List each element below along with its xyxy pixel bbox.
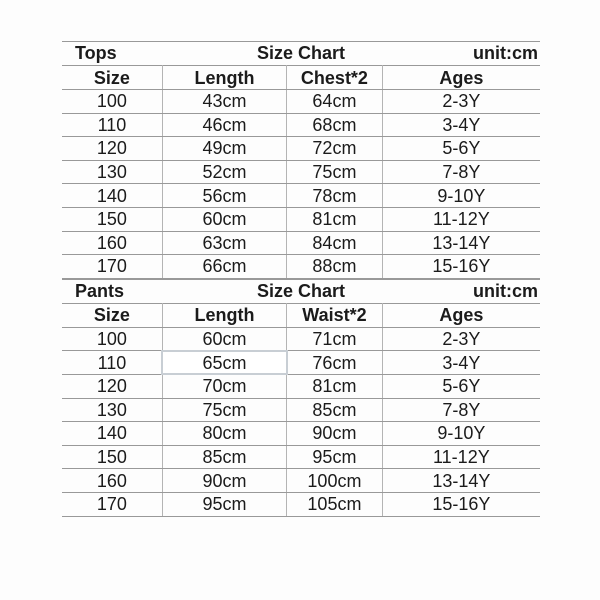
table-cell: 95cm [287,445,383,469]
table-cell: 72cm [287,137,383,161]
table-title-row [62,279,540,303]
table-cell: 150 [62,445,162,469]
table-cell: 130 [62,398,162,422]
table-row [62,231,540,255]
table-cell: 95cm [162,492,286,516]
table-cell: 56cm [162,184,286,208]
header-row [62,66,540,90]
table-unit-label: unit:cm [473,280,538,301]
table-cell: 60cm [162,327,286,351]
table-row [62,492,540,516]
table-row [62,469,540,493]
table-row [62,160,540,184]
table-cell: 76cm [287,351,383,375]
size-table-tops [62,41,540,279]
table-cell: 81cm [287,374,383,398]
table-cell: 75cm [162,398,286,422]
table-row [62,184,540,208]
table-cell: 105cm [287,492,383,516]
table-row [62,255,540,279]
size-table-grid-pants [62,303,540,517]
table-cell: 100cm [287,469,383,493]
table-cell: 100 [62,90,162,114]
table-cell: 7-8Y [382,160,540,184]
size-chart-root [62,41,540,517]
table-cell: 110 [62,351,162,375]
table-cell: 88cm [287,255,383,279]
table-cell: 160 [62,469,162,493]
table-row [62,422,540,446]
table-cell: 9-10Y [382,184,540,208]
table-cell: 11-12Y [382,445,540,469]
table-row [62,374,540,398]
column-header: Ages [382,66,540,90]
table-cell: 3-4Y [382,113,540,137]
table-cell: 9-10Y [382,422,540,446]
column-header: Chest*2 [287,66,383,90]
table-row [62,90,540,114]
table-cell: 7-8Y [382,398,540,422]
size-table-pants [62,279,540,517]
table-title-row [62,41,540,65]
table-cell: 100 [62,327,162,351]
table-row [62,113,540,137]
table-cell: 63cm [162,231,286,255]
table-cell: 170 [62,492,162,516]
table-cell: 11-12Y [382,207,540,231]
column-header: Length [162,303,286,327]
table-cell: 170 [62,255,162,279]
table-row [62,327,540,351]
table-cell: 85cm [287,398,383,422]
table-cell: 80cm [162,422,286,446]
table-cell: 60cm [162,207,286,231]
table-cell: 46cm [162,113,286,137]
table-cell: 13-14Y [382,469,540,493]
table-cell: 68cm [287,113,383,137]
table-row [62,445,540,469]
table-cell: 43cm [162,90,286,114]
table-cell: 140 [62,422,162,446]
table-cell: 13-14Y [382,231,540,255]
table-cell: 2-3Y [382,327,540,351]
table-cell: 110 [62,113,162,137]
table-title: Size Chart [256,43,346,63]
table-cell: 81cm [287,207,383,231]
column-header: Waist*2 [287,303,383,327]
table-cell: 64cm [287,90,383,114]
table-cell: 130 [62,160,162,184]
column-header: Length [162,66,286,90]
table-cell: 85cm [162,445,286,469]
table-row [62,137,540,161]
table-cell: 150 [62,207,162,231]
table-cell: 15-16Y [382,255,540,279]
highlighted-cell: 65cm [162,351,286,375]
table-cell: 120 [62,374,162,398]
table-cell: 15-16Y [382,492,540,516]
table-cell: 90cm [162,469,286,493]
table-category-label: Pants [75,280,125,301]
table-row [62,398,540,422]
table-category-label: Tops [75,43,117,63]
table-cell: 90cm [287,422,383,446]
table-cell: 140 [62,184,162,208]
column-header: Size [62,66,162,90]
table-cell: 5-6Y [382,137,540,161]
table-row [62,207,540,231]
table-cell: 49cm [162,137,286,161]
header-row [62,303,540,327]
table-cell: 2-3Y [382,90,540,114]
column-header: Ages [382,303,540,327]
table-cell: 66cm [162,255,286,279]
size-table-grid-tops [62,65,540,279]
table-cell: 75cm [287,160,383,184]
table-cell: 3-4Y [382,351,540,375]
table-unit-label: unit:cm [473,43,538,63]
table-cell: 5-6Y [382,374,540,398]
table-cell: 71cm [287,327,383,351]
table-cell: 70cm [162,374,286,398]
table-cell: 78cm [287,184,383,208]
table-title: Size Chart [256,280,346,301]
table-cell: 120 [62,137,162,161]
table-cell: 160 [62,231,162,255]
table-cell: 84cm [287,231,383,255]
table-row [62,351,540,375]
column-header: Size [62,303,162,327]
table-cell: 52cm [162,160,286,184]
